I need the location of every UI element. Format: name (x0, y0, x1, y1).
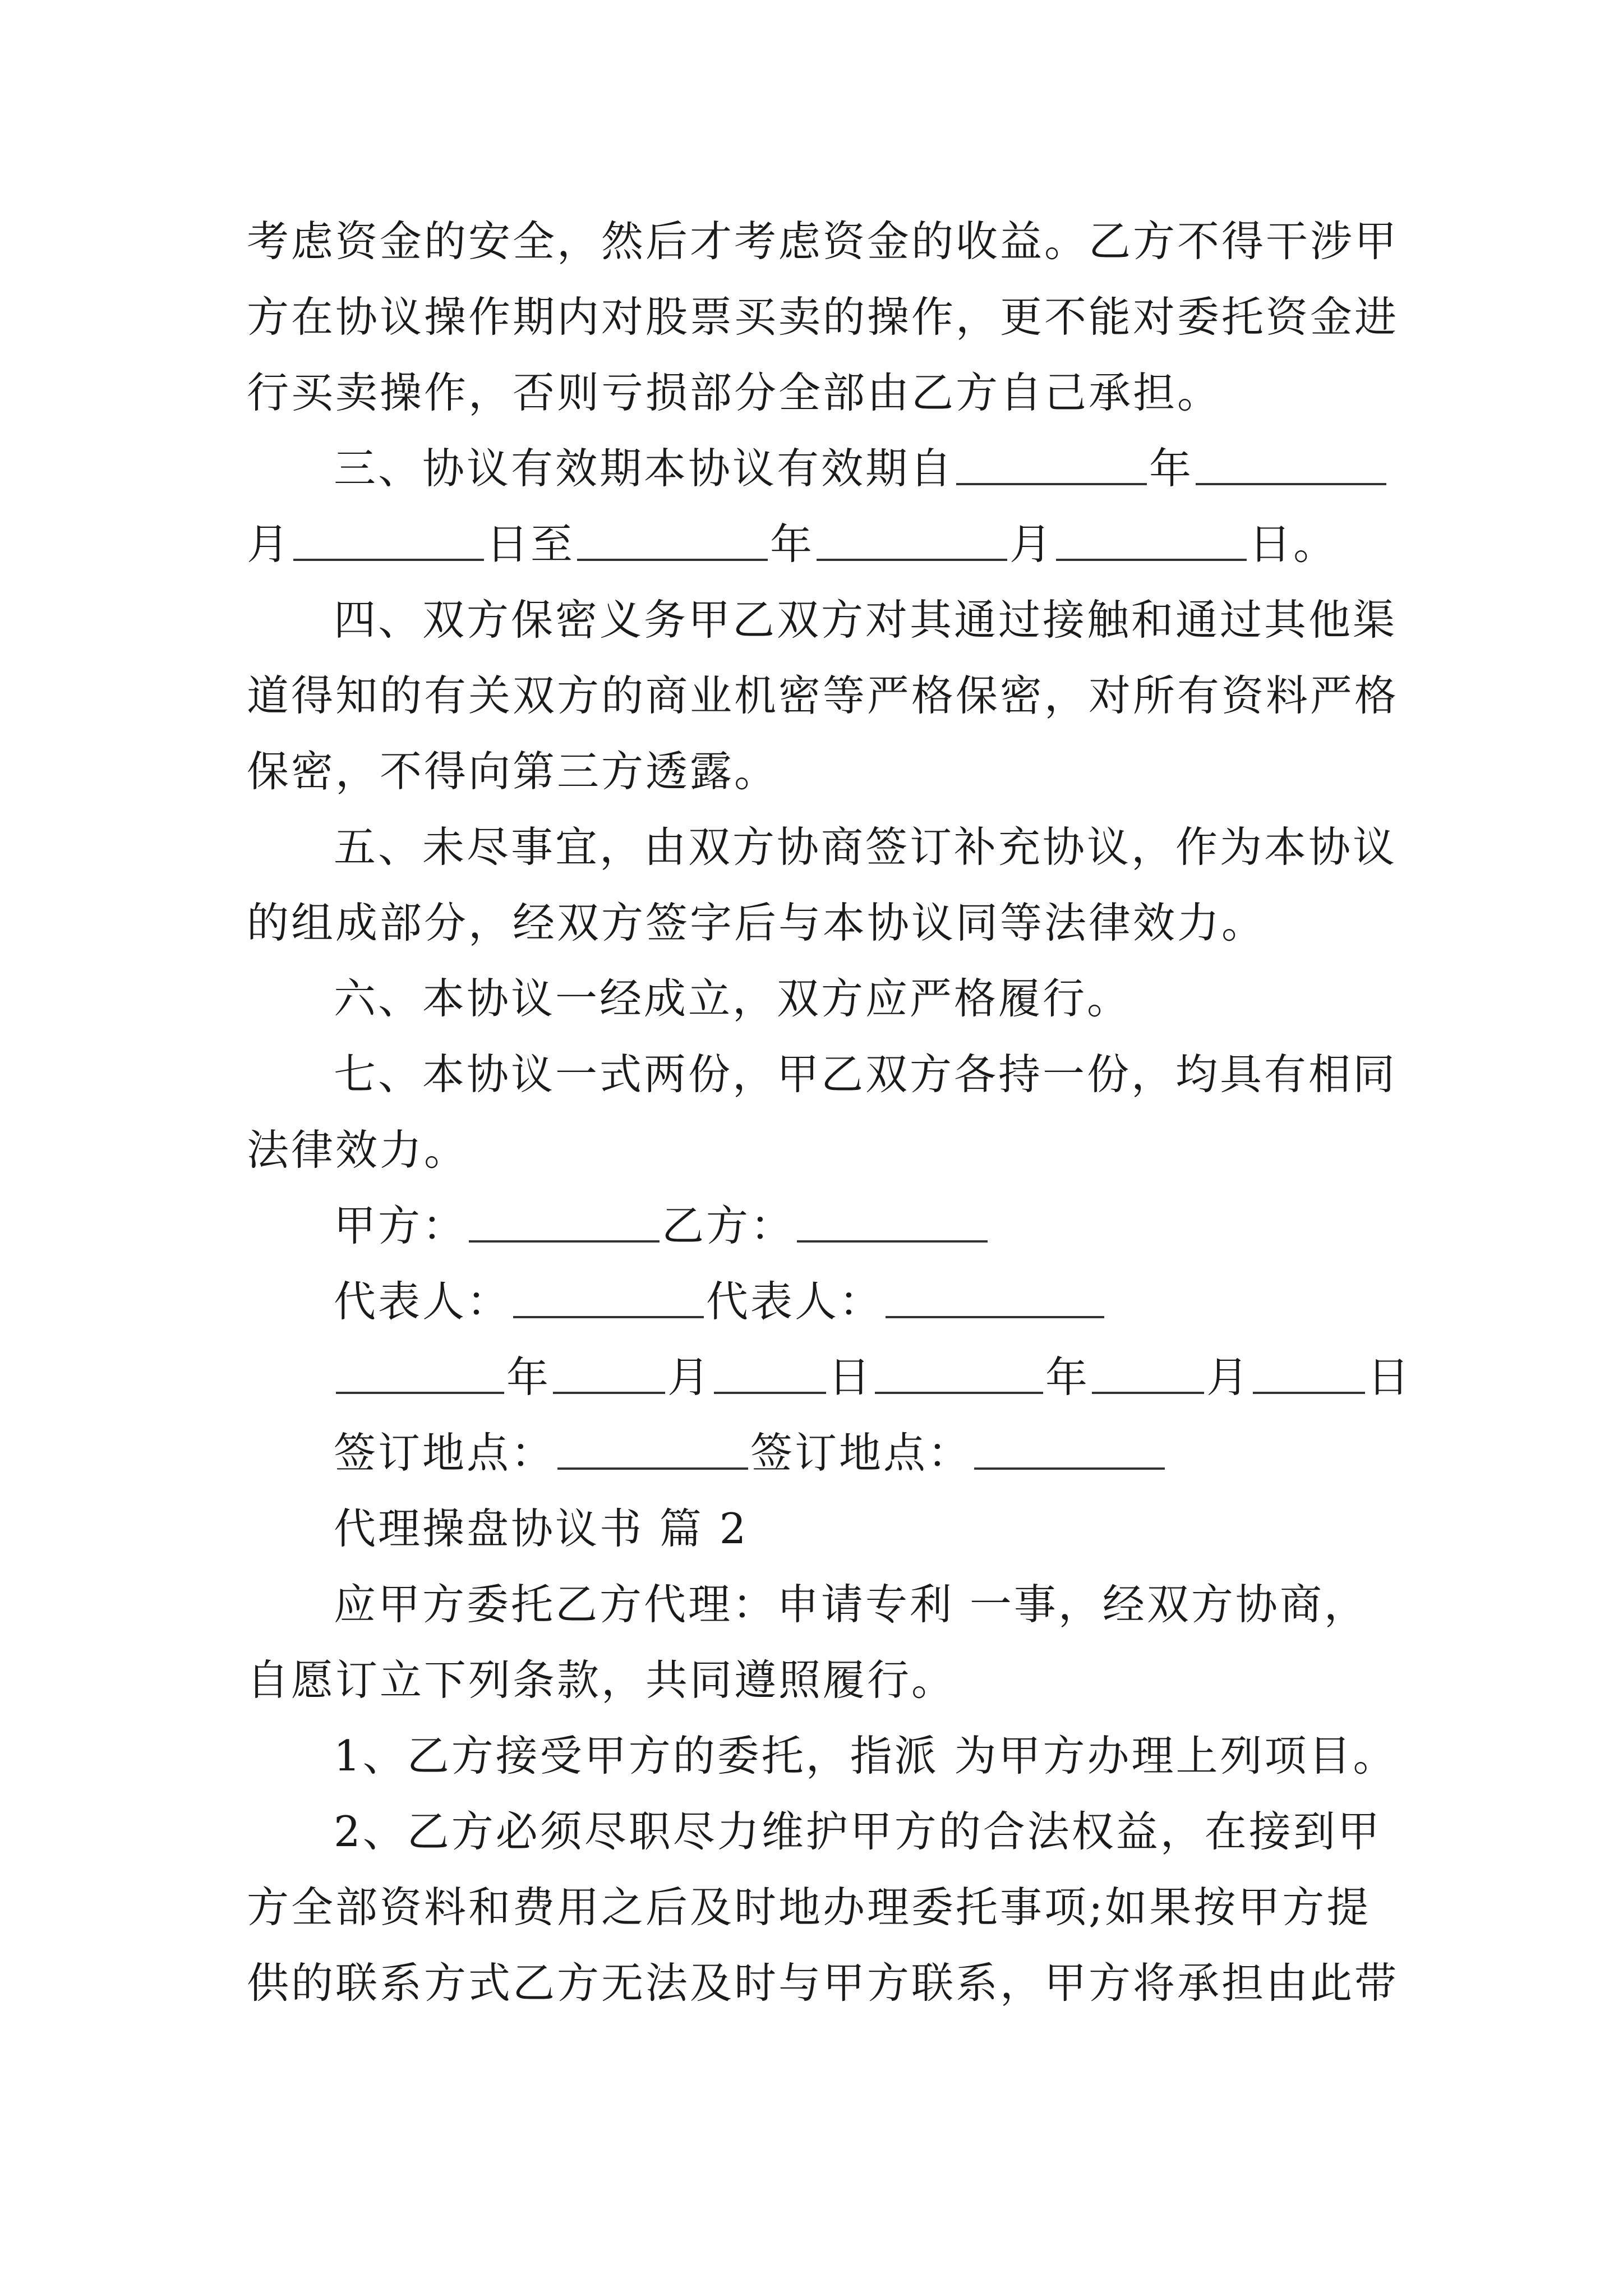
paragraph-line: 七、本协议一式两份，甲乙双方各持一份，均具有相同 (334, 1050, 1398, 1099)
blank-field (974, 1467, 1165, 1470)
party-a-label: 甲方： (334, 1201, 467, 1250)
paragraph-line: 法律效力。 (247, 1125, 469, 1175)
paragraph-line: 道得知的有关双方的商业机密等严格保密，对所有资料严格 (247, 671, 1399, 720)
paragraph-line: 1、乙方接受甲方的委托，指派 为甲方办理上列项目。 (334, 1731, 1398, 1780)
blank-field (1253, 1392, 1365, 1394)
paragraph-line: 考虑资金的安全，然后才考虑资金的收益。乙方不得干涉甲 (247, 217, 1399, 266)
blank-field (553, 1392, 665, 1394)
blank-field (577, 559, 768, 561)
blank-field (336, 1392, 504, 1394)
paragraph-line: 方全部资料和费用之后及时地办理委托事项;如果按甲方提 (247, 1883, 1371, 1932)
section-title: 代理操盘协议书 篇 2 (334, 1504, 749, 1553)
day-label: 日 (828, 1352, 873, 1402)
month-label: 月 (1009, 519, 1054, 569)
paragraph-line: 保密，不得向第三方透露。 (247, 747, 779, 796)
blank-field (557, 1467, 748, 1470)
year-label: 年 (770, 519, 815, 569)
blank-field (293, 559, 484, 561)
month-label: 月 (247, 519, 292, 569)
year-label: 年 (1045, 1352, 1090, 1402)
place-a-label: 签订地点： (334, 1428, 556, 1478)
paragraph-line: 五、未尽事宜，由双方协商签订补充协议，作为本协议 (334, 822, 1398, 872)
year-label: 年 (1149, 444, 1194, 493)
place-b-label: 签订地点： (750, 1428, 972, 1478)
blank-field (956, 483, 1147, 485)
blank-field (1056, 559, 1247, 561)
blank-field (1196, 483, 1386, 485)
representative-line (334, 1271, 1106, 1332)
paragraph-line: 的组成部分，经双方签字后与本协议同等法律效力。 (247, 898, 1266, 947)
paragraph-line: 行买卖操作，否则亏损部分全部由乙方自己承担。 (247, 368, 1222, 417)
date-line (334, 1346, 1412, 1408)
blank-field (1092, 1392, 1204, 1394)
year-label: 年 (506, 1352, 551, 1402)
blank-field (875, 1392, 1043, 1394)
blank-field (886, 1316, 1104, 1318)
paragraph-line: 六、本协议一经成立，双方应严格履行。 (334, 974, 1132, 1023)
validity-period-line-2 (247, 513, 1338, 575)
signing-place-line (334, 1422, 1167, 1484)
paragraph-line: 四、双方保密义务甲乙双方对其通过接触和通过其他渠 (334, 595, 1398, 645)
blank-field (817, 559, 1007, 561)
day-end-label: 日。 (1249, 519, 1338, 569)
blank-field (469, 1240, 660, 1243)
party-b-label: 乙方： (662, 1201, 795, 1250)
paragraph-line: 自愿订立下列条款，共同遵照履行。 (247, 1655, 956, 1705)
day-to-label: 日至 (486, 519, 575, 569)
paragraph-line: 方在协议操作期内对股票买卖的操作，更不能对委托资金进 (247, 292, 1399, 342)
rep-a-label: 代表人： (334, 1277, 511, 1326)
month-label: 月 (667, 1352, 712, 1402)
blank-field (797, 1240, 988, 1243)
validity-period-line-1 (334, 438, 1389, 499)
month-label: 月 (1206, 1352, 1251, 1402)
paragraph-line: 应甲方委托乙方代理：申请专利 一事，经双方协商， (334, 1580, 1368, 1629)
validity-label: 三、协议有效期本协议有效期自 (334, 444, 955, 493)
day-label: 日 (1367, 1352, 1412, 1402)
party-line (334, 1195, 990, 1257)
blank-field (513, 1316, 704, 1318)
paragraph-line: 2、乙方必须尽职尽力维护甲方的合法权益，在接到甲 (334, 1807, 1382, 1856)
blank-field (714, 1392, 826, 1394)
paragraph-line: 供的联系方式乙方无法及时与甲方联系，甲方将承担由此带 (247, 1958, 1399, 2008)
rep-b-label: 代表人： (706, 1277, 884, 1326)
